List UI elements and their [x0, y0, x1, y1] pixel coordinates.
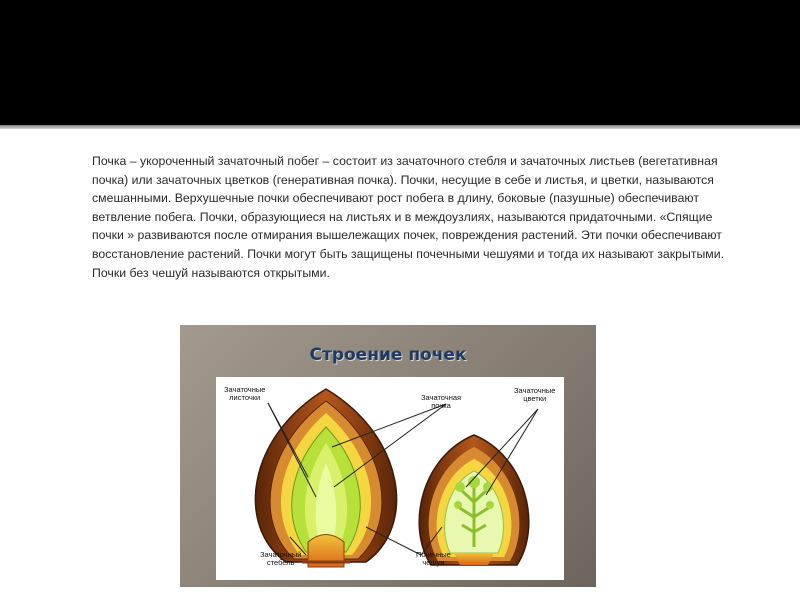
- body-paragraph: Почка – укороченный зачаточный побег – состоит из зачаточного стебля и зачаточных листьев (вегетативная почка) или зачаточных цветков (генеративная почка). Почки, несущие в себе и листья, и цветки, называются смешанными. Верхушечные почки обеспечивают рост побега в длину, боковые (пазушные) обеспечивают ветвление побега. Почки, образующиеся на листьях и в междоузлиях, называются придаточными. «Спящие почки » развиваются после отмирания вышележащих почек, повреждения растений. Эти почки обеспечивают восстановление растений. Почки могут быть защищены почечными чешуями и тогда их называют закрытыми. Почки без чешуй называются открытыми.: [92, 154, 725, 280]
- header-divider: [0, 125, 800, 129]
- label-bud-scales: Почечные чешуи: [416, 550, 451, 567]
- generative-bud: [419, 435, 529, 565]
- label-embryonic-flowers: Зачаточные цветки: [514, 386, 556, 403]
- figure-panel: [216, 377, 564, 580]
- header-band: [0, 0, 800, 125]
- label-embryonic-stem: Зачаточный стебель: [260, 550, 302, 567]
- label-embryonic-leaves: Зачаточные листочки: [224, 385, 266, 402]
- label-embryonic-bud: Зачаточная почка: [421, 393, 462, 410]
- figure-title: Строение почек: [309, 345, 467, 365]
- vegetative-bud: [255, 389, 396, 567]
- bud-structure-figure: [180, 325, 596, 587]
